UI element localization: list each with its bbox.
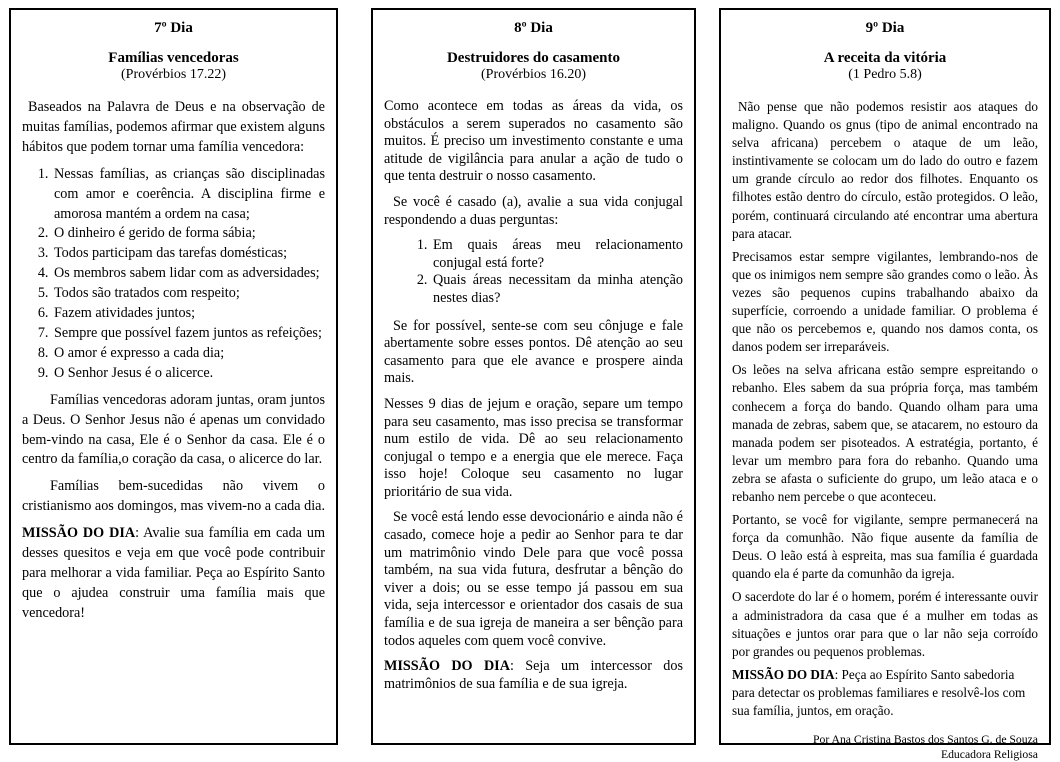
mission-paragraph xyxy=(732,666,1038,720)
panel-day-7 xyxy=(9,8,338,745)
list-item: 1. Nessas famílias, as crianças são disciplinadas com amor e coerência. A disciplina firme e amorosa mantém a ordem na casa; xyxy=(52,165,325,225)
scripture-reference: (Provérbios 16.20) xyxy=(481,67,586,82)
mission-label: MISSÃO DO DIA xyxy=(384,658,510,675)
paragraph: Como acontece em todas as áreas da vida, os obstáculos a serem superados no casamento são muitos. É preciso um investimento constante e uma atitude de vigilância para anular a ação de tudo o que tenta destruir o nosso casamento. xyxy=(384,98,683,185)
paragraph: O sacerdote do lar é o homem, porém é interessante ouvir a administradora da casa que é a mulher em todas as situações e juntos orar para que o lar não seja corroído por grandes ou pequenos problemas. xyxy=(732,589,1038,659)
paragraph: Os leões na selva africana estão sempre espreitando o rebanho. Eles sabem da sua própria força, mas também conhecem a força do bando. Quando olham para uma manada de zebras, sabem que, se atacarem, no estouro da manada podem ser pisoteados. A estratégia, portanto, é levar um membro para fora do rebanho. Quando uma zebra se afasta o suficiente do grupo, um leão ataca e o rebanho nem percebe o que aconteceu. xyxy=(732,362,1038,504)
day-heading: 9º Dia xyxy=(865,20,905,36)
list-item: 7. Sempre que possível fazem juntos as refeições; xyxy=(52,324,325,344)
mission-label: MISSÃO DO DIA xyxy=(732,666,835,682)
list-item: 1. Em quais áreas meu relacionamento conjugal está forte? xyxy=(431,237,683,272)
list-item: 2. Quais áreas necessitam da minha atenção nestes dias? xyxy=(431,272,683,307)
intro-paragraph: Baseados na Palavra de Deus e na observação de muitas famílias, podemos afirmar que existem alguns hábitos que podem tornar uma família vencedora: xyxy=(22,99,325,155)
mission-text: : Avalie sua família em cada um desses quesitos e veja em que você pode contribuir para melhorar a vida familiar. Peça ao Espírito Santo que o ajudea construir uma família mais que vencedora! xyxy=(22,525,325,621)
questions-list xyxy=(384,237,683,307)
panel-title: Destruidores do casamento xyxy=(446,50,621,66)
paragraph: Famílias vencedoras adoram juntas, oram juntos a Deus. O Senhor Jesus não é apenas um convidado bem-vindo na casa, Ele é o Senhor da casa. Ele é o centro da família,o coração da casa, o alicerce do lar. xyxy=(22,391,325,468)
list-item: 5. Todos são tratados com respeito; xyxy=(52,284,325,304)
mission-label: MISSÃO DO DIA xyxy=(22,525,136,542)
panel-day-9 xyxy=(719,8,1051,762)
paragraph: Portanto, se você for vigilante, sempre permanecerá na força da comunhão. Não fique ausente da família de Deus. O leão está à espreita, mas sua família é guardada quando ela é parte da comunhão da igreja. xyxy=(732,512,1038,582)
scripture-reference: (1 Pedro 5.8) xyxy=(848,67,922,82)
list-item: 3. Todos participam das tarefas domésticas; xyxy=(52,244,325,264)
paragraph: Se você está lendo esse devocionário e ainda não é casado, comece hoje a pedir ao Senhor para te dar um matrimônio vindo Dele para que você possa também, na sua vida futura, desfrutar a bênção do viver a dois; ou se esse tempo já passou em sua vida, seja intercessor e orientador dos casais de sua família e de sua igreja de maneira a ser bênção para todos aqueles com quem você convive. xyxy=(384,509,683,649)
paragraph: Se for possível, sente-se com seu cônjuge e fale abertamente sobre esses pontos. Dê atenção ao seu casamento para que ele avance e prospere ainda mais. xyxy=(384,317,683,387)
mission-paragraph xyxy=(384,658,683,693)
paragraph: Famílias bem-sucedidas não vivem o cristianismo aos domingos, mas vivem-no a cada dia. xyxy=(22,478,325,515)
panel-day-8 xyxy=(371,8,696,745)
author-credit xyxy=(732,732,1038,762)
paragraph: Não pense que não podemos resistir aos ataques do maligno. Quando os gnus (tipo de animal encontrado na selva africana) percebem o ataque de um leão, instintivamente se colocam um do lado do outro e fazem um grande círculo ao redor dos filhotes. Enquanto os filhotes estão dentro do círculo, estão protegidos. O leão, porém, continuará circulando até encontrar uma abertura para atacar. xyxy=(732,99,1038,241)
mission-text: : Seja um intercessor dos matrimônios de sua família e de sua igreja. xyxy=(384,658,683,692)
paragraph: Precisamos estar sempre vigilantes, lembrando-nos de que os inimigos nem sempre são grandes como o leão. Às vezes são pequenos cupins trabalhando abaixo da superfície, corroendo a unidade familiar. O problema é que não os percebemos e, quando nos damos conta, os danos podem ser irreparáveis. xyxy=(732,248,1038,355)
paragraph: Nesses 9 dias de jejum e oração, separe um tempo para seu casamento, mas isso precisa se transformar num estilo de vida. Dê ao seu relacionamento conjugal o tempo e a energia que ele merece. Faça isso hoje! Coloque seu casamento no lugar prioritário de sua vida. xyxy=(384,395,683,500)
panel-title: Famílias vencedoras xyxy=(108,50,239,66)
day-heading: 7º Dia xyxy=(154,20,193,36)
mission-text: : Peça ao Espírito Santo sabedoria para detectar os problemas familiares e resolvê-los com sua família, juntos, em oração. xyxy=(732,666,1026,718)
author-credit-line: Educadora Religiosa xyxy=(940,748,1038,762)
list-item: 4. Os membros sabem lidar com as adversidades; xyxy=(52,264,325,284)
mission-paragraph xyxy=(22,524,325,624)
list-item: 6. Fazem atividades juntos; xyxy=(52,304,325,324)
scripture-reference: (Provérbios 17.22) xyxy=(121,67,226,82)
list-item: 9. O Senhor Jesus é o alicerce. xyxy=(52,364,325,384)
author-credit-line: Por Ana Cristina Bastos dos Santos G. de Souza xyxy=(813,733,1038,747)
panel-title: A receita da vitória xyxy=(823,50,947,66)
list-item: 2. O dinheiro é gerido de forma sábia; xyxy=(52,224,325,244)
day-heading: 8º Dia xyxy=(514,20,553,36)
list-item: 8. O amor é expresso a cada dia; xyxy=(52,344,325,364)
habits-list xyxy=(22,165,325,384)
paragraph: Se você é casado (a), avalie a sua vida conjugal respondendo a duas perguntas: xyxy=(384,193,683,228)
